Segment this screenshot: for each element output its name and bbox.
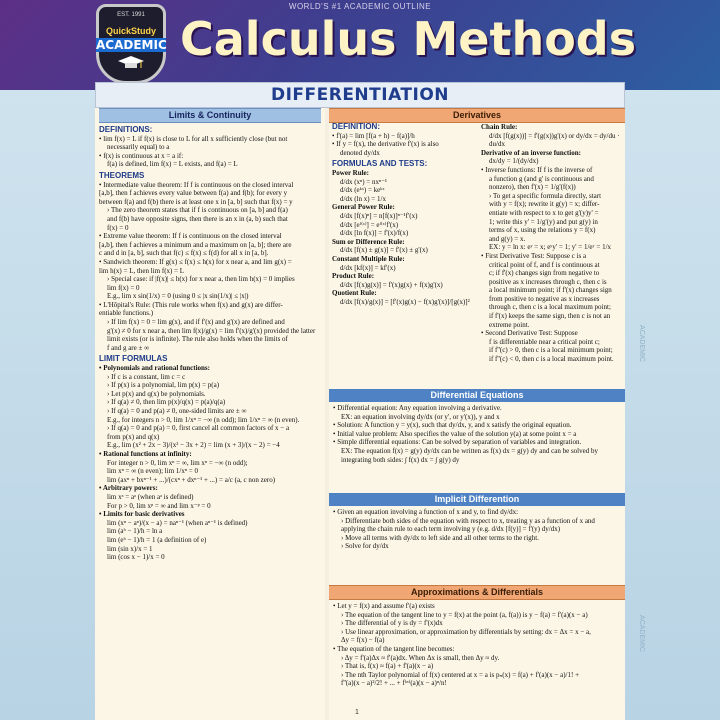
approx-heading: Approximations & Differentials	[329, 585, 625, 600]
list-item: › Use linear approximation, or approximation by differentials by setting: dx = Δx = x − a,	[341, 627, 591, 636]
list-item: dx/dy = 1/(dy/dx)	[489, 157, 539, 166]
tagline: WORLD'S #1 ACADEMIC OUTLINE	[288, 2, 432, 11]
list-item: › If q(a) = 0 and p(a) = 0, first cancel all common factors of x − a	[107, 424, 290, 433]
section-banner	[95, 82, 625, 108]
list-item: E.g., lim x sin(1/x) = 0 (using 0 ≤ |x sin(1/x)| ≤ |x|)	[107, 292, 249, 301]
limit-formulas-list	[99, 364, 321, 562]
list-item: • f'(a) = lim [f(a + h) − f(a)]/h	[332, 131, 415, 140]
list-item: lim xⁿ = ∞ (n even); lim 1/xⁿ = 0	[107, 467, 198, 476]
list-item: • Solution: A function y = y(x), such that dy/dx, y, and x satisfy the original equation.	[333, 421, 572, 430]
right-column	[329, 108, 625, 720]
list-item: lim (aʰ − 1)/h = ln a	[107, 527, 163, 536]
banner-label: DIFFERENTIATION	[270, 85, 450, 105]
list-item: • Sandwich theorem: If g(x) ≤ f(x) ≤ h(x) for x near a, and lim g(x) =	[99, 257, 292, 266]
list-item: integrating both sides: ∫ f(x) dx = ∫ g(y) dy	[341, 455, 460, 464]
list-item: c; if f'(x) changes sign from negative to	[489, 269, 600, 278]
list-item: • Initial value problem: Also specifies the value of the solution y(a) at some point x = a	[333, 429, 577, 438]
list-item: [a,b], then f achieves a minimum and a maximum on [a, b]; there are	[99, 240, 292, 249]
list-item: Chain Rule:	[481, 123, 518, 131]
logo-academic: ACADEMIC	[96, 38, 167, 52]
list-item: › If lim f(x) = 0 = lim g(x), and if f'(x) and g'(x) are defined and	[107, 318, 285, 327]
list-item: • Simple differential equations: Can be solved by separation of variables and integration.	[333, 438, 582, 447]
list-item: • Inverse functions: If f is the inverse of	[481, 165, 593, 174]
list-item: necessarily equal) to a	[107, 143, 170, 152]
list-item: with y = f(x); rewrite it g(y) = x; differ-	[489, 200, 600, 209]
list-item: f is differentiable near a critical point c;	[489, 337, 600, 346]
list-item: lim (axⁿ + bxⁿ⁻¹ + ...)/(cxⁿ + dxⁿ⁻¹ + ...) = a/c (a, c non zero)	[107, 475, 276, 484]
list-item: › Let p(x) and q(x) be polynomials.	[107, 389, 206, 398]
list-item: › The differential of y is dy = f'(x)dx	[341, 619, 443, 628]
definitions-list	[99, 135, 321, 169]
list-item: and g(y) = x.	[489, 234, 526, 243]
list-item: Δy = f(x) − f(a)	[341, 636, 385, 645]
list-item: d/dx (eᵏˣ) = keᵏˣ	[340, 186, 385, 195]
side-watermark: ACADEMIC	[637, 325, 645, 362]
list-item: if f'(x) keeps the same sign, then c is not an	[489, 312, 611, 321]
formulas-title: FORMULAS AND TESTS:	[332, 159, 428, 169]
right-margin	[625, 90, 720, 720]
diffeq-heading: Differential Equations	[329, 389, 625, 402]
derivatives-left	[332, 123, 478, 306]
diffeq-list	[329, 402, 625, 466]
list-item: lim (xⁿ − aⁿ)/(x − a) = naⁿ⁻¹ (when aⁿ⁻¹ is defined)	[107, 518, 248, 527]
implicit-panel	[329, 493, 625, 581]
list-item: Derivative of an inverse function:	[481, 148, 581, 157]
list-item: denoted dy/dx	[340, 148, 380, 157]
approx-panel	[329, 585, 625, 720]
page-title: Calculus Methods	[180, 12, 637, 66]
list-item: › Δy = f'(a)Δx ≈ f'(a)dx. When Δx is small, then Δy ≈ dy.	[341, 653, 500, 662]
list-item: General Power Rule:	[332, 203, 395, 212]
list-item: d/dx [f(x)g(x)] = f'(x)g(x) + f(x)g'(x)	[340, 280, 443, 289]
list-item: • Extreme value theorem: If f is continuous on the closed interval	[99, 232, 282, 241]
implicit-heading: Implicit Differention	[329, 493, 625, 506]
list-item: d/dx [kf(x)] = kf'(x)	[340, 263, 396, 272]
list-item: • Limits for basic derivatives	[99, 510, 185, 519]
header-banner	[0, 0, 720, 90]
list-item: Quotient Rule:	[332, 289, 377, 298]
list-item: d/dx [ln f(x)] = f'(x)/f(x)	[340, 229, 409, 238]
theorems-list	[99, 181, 321, 353]
derivatives-panel	[329, 108, 625, 386]
list-item: d/dx [eᶠ⁽ˣ⁾] = eᶠ⁽ˣ⁾f'(x)	[340, 220, 399, 229]
list-item: › To get a specific formula directly, start	[489, 191, 602, 200]
list-item: entiable functions.)	[99, 309, 154, 318]
logo-brand: QuickStudy	[105, 26, 156, 36]
quickstudy-logo[interactable]	[96, 4, 166, 84]
list-item: Product Rule:	[332, 272, 375, 281]
list-item: E.g., lim (x² + 2x − 3)/(x² − 3x + 2) = lim (x + 3)/(x − 2) = −4	[107, 441, 280, 450]
list-item: › If p(x) is a polynomial, lim p(x) = p(a)	[107, 381, 220, 390]
list-item: nonzero), then f'(x) = 1/g'(f(x))	[489, 183, 576, 192]
list-item: applying the chain rule to each term involving y (e.g. d/dx [f(y)] = f'(y) dy/dx)	[341, 525, 561, 534]
list-item: f(a) is defined, lim f(x) = L exists, and f(a) = L	[107, 160, 238, 169]
list-item: limit exists (or is infinite). The rule also holds when the limits of	[107, 335, 288, 344]
list-item: f and g are ± ∞	[107, 343, 150, 352]
list-item: f(x) = 0	[107, 223, 129, 232]
graduation-cap-icon	[118, 56, 144, 70]
list-item: d/dx (xⁿ) = nxⁿ⁻¹	[340, 177, 388, 186]
list-item: › The nth Taylor polynomial of f(x) centered at x = a is pₙ(x) = f(a) + f'(a)(x − a)/1! +	[341, 670, 580, 679]
list-item: • L'Hôpital's Rule: (This rule works when f(x) and g(x) are differ-	[99, 300, 283, 309]
definition-title: DEFINITION:	[332, 122, 380, 131]
list-item: • Second Derivative Test: Suppose	[481, 329, 578, 338]
list-item: lim xᵃ = aᵃ (when aᵃ is defined)	[107, 492, 194, 501]
page-number: 1	[355, 709, 359, 716]
list-item: g'(x) ≠ 0 for x near a, then lim f(x)/g(x) = lim f'(x)/g'(x) provided the latter	[107, 326, 316, 335]
list-item: from positive to negative as x increases	[489, 294, 600, 303]
list-item: extreme point.	[489, 320, 530, 329]
diffeq-panel	[329, 389, 625, 489]
limits-column	[95, 108, 325, 720]
list-item: For integer n > 0, lim xⁿ = ∞, lim xⁿ = −∞ (n odd);	[107, 458, 248, 467]
implicit-list	[329, 506, 625, 553]
list-item: For p > 0, lim xᵖ = ∞ and lim x⁻ᵖ = 0	[107, 501, 211, 510]
left-margin	[0, 90, 95, 720]
list-item: › Move all terms with dy/dx to left side and all other terms to the right.	[341, 533, 539, 542]
list-item: d/dx [f(x)ⁿ] = n[f(x)]ⁿ⁻¹f'(x)	[340, 211, 418, 220]
list-item: › That is, f(x) ≈ f(a) + f'(a)(x − a)	[341, 662, 434, 671]
list-item: • First Derivative Test: Suppose c is a	[481, 251, 587, 260]
list-item: • If y = f(x), the derivative f'(x) is also	[332, 140, 439, 149]
list-item: [a,b], then f achieves every value between f(a) and f(b); for every y	[99, 189, 288, 198]
list-item: c and d in [a, b], such that f(c) ≤ f(x) ≤ f(d) for all x in [a, b].	[99, 249, 269, 258]
list-item: • lim f(x) = L if f(x) is close to L for all x sufficiently close (but not	[99, 134, 288, 143]
list-item: › If c is a constant, lim c = c	[107, 372, 186, 381]
list-item: › Solve for dy/dx	[341, 542, 389, 551]
list-item: if f''(c) < 0, then c is a local maximum point.	[489, 355, 614, 364]
list-item: terms of x, using the relations y = f(x)	[489, 226, 596, 235]
list-item: positive as x increases through c, then c is	[489, 277, 607, 286]
approx-list	[329, 600, 625, 690]
list-item: • Intermediate value theorem: If f is continuous on the closed interval	[99, 180, 294, 189]
list-item: • Differential equation: Any equation involving a derivative.	[333, 404, 502, 412]
list-item: lim h(x) = L, then lim f(x) = L	[99, 266, 185, 275]
list-item: and f(b) have opposite signs, then there is an x in (a, b) such that	[107, 214, 288, 223]
list-item: a local minimum point; if f'(x) changes sign	[489, 286, 612, 295]
list-item: • Let y = f(x) and assume f'(a) exists	[333, 602, 435, 610]
list-item: Power Rule:	[332, 168, 369, 177]
limit-formulas-title: LIMIT FORMULAS	[99, 354, 168, 364]
list-item: • Polynomials and rational functions:	[99, 364, 210, 373]
list-item: lim (eʰ − 1)/h = 1 (a definition of e)	[107, 535, 207, 544]
list-item: Constant Multiple Rule:	[332, 254, 405, 263]
definitions-title: DEFINITIONS:	[99, 125, 153, 134]
list-item: EX: an equation involving dy/dx (or y', or y'(x)), y and x	[341, 412, 500, 421]
list-item: • Arbitrary powers:	[99, 484, 158, 493]
list-item: • Rational functions at infinity:	[99, 449, 192, 458]
list-item: d/dx [f(g(x))] = f'(g(x))g'(x) or dy/dx = dy/du · du/dx	[489, 131, 620, 149]
list-item: › Special case: if |f(x)| ≤ h(x) for x near a, then lim h(x) = 0 implies	[107, 275, 295, 284]
list-item: › The zero theorem states that if f is continuous on [a, b] and f(a)	[107, 206, 288, 215]
list-item: lim f(x) = 0	[107, 283, 140, 292]
list-item: lim (sin x)/x = 1	[107, 544, 153, 553]
list-item: d/dx [f(x) ± g(x)] = f'(x) ± g'(x)	[340, 246, 428, 255]
list-item: › If q(a) = 0 and p(a) ≠ 0, one-sided limits are ± ∞	[107, 407, 247, 415]
list-item: entiate with respect to x to get g'(y)y' =	[489, 208, 599, 217]
list-item: › Differentiate both sides of the equation with respect to x, treating y as a function of x and	[341, 516, 595, 525]
list-item: E.g., for integers n > 0, lim 1/xⁿ = −∞ (n odd); lim 1/xⁿ = ∞ (n even).	[107, 415, 300, 424]
list-item: from p(x) and q(x)	[107, 432, 160, 441]
theorems-title: THEOREMS	[99, 170, 145, 180]
list-item: a function g (and g' is continuous and	[489, 174, 594, 183]
list-item: through c, then c is a local maximum point;	[489, 303, 611, 312]
list-item: EX: y = ln x: eʸ = x; eʸy' = 1; y' = 1/eʸ = 1/x	[489, 243, 612, 252]
list-item: between f(a) and f(b) there is at least one x in [a, b] such that f(x) = y	[99, 197, 293, 206]
list-item: › If q(a) ≠ 0, then lim p(x)/q(x) = p(a)/q(a)	[107, 398, 226, 407]
list-item: f''(a)(x − a)²/2! + ... + f⁽ⁿ⁾(a)(x − a)ⁿ/n!	[341, 679, 447, 688]
list-item: if f''(c) > 0, then c is a local minimum point;	[489, 346, 613, 355]
list-item: 1; write this y' = 1/g'(y) and put g(y) in	[489, 217, 598, 226]
derivatives-heading: Derivatives	[329, 108, 625, 123]
side-watermark-2: ACADEMIC	[637, 615, 645, 652]
limits-heading: Limits & Continuity	[99, 108, 321, 123]
list-item: • Given an equation involving a function of x and y, to find dy/dx:	[333, 508, 519, 516]
list-item: • f(x) is continuous at x = a if:	[99, 151, 184, 160]
logo-est: EST. 1991	[117, 12, 145, 18]
derivatives-right	[481, 123, 623, 364]
list-item: › The equation of the tangent line to y = f(x) at the point (a, f(a)) is y − f(a) = f'(a)(x − a)	[341, 610, 588, 619]
list-item: d/dx [f(x)/g(x)] = [f'(x)g(x) − f(x)g'(x)]/[g(x)]²	[340, 297, 470, 306]
list-item: • The equation of the tangent line becomes:	[333, 644, 455, 653]
list-item: Sum or Difference Rule:	[332, 237, 405, 246]
list-item: d/dx (ln x) = 1/x	[340, 194, 386, 203]
list-item: critical point of f, and f is continuous at	[489, 260, 600, 269]
list-item: EX: The equation f(x) = g(y) dy/dx can be written as f(x) dx = g(y) dy and can be solved by	[341, 446, 598, 455]
list-item: lim (cos x − 1)/x = 0	[107, 553, 165, 562]
